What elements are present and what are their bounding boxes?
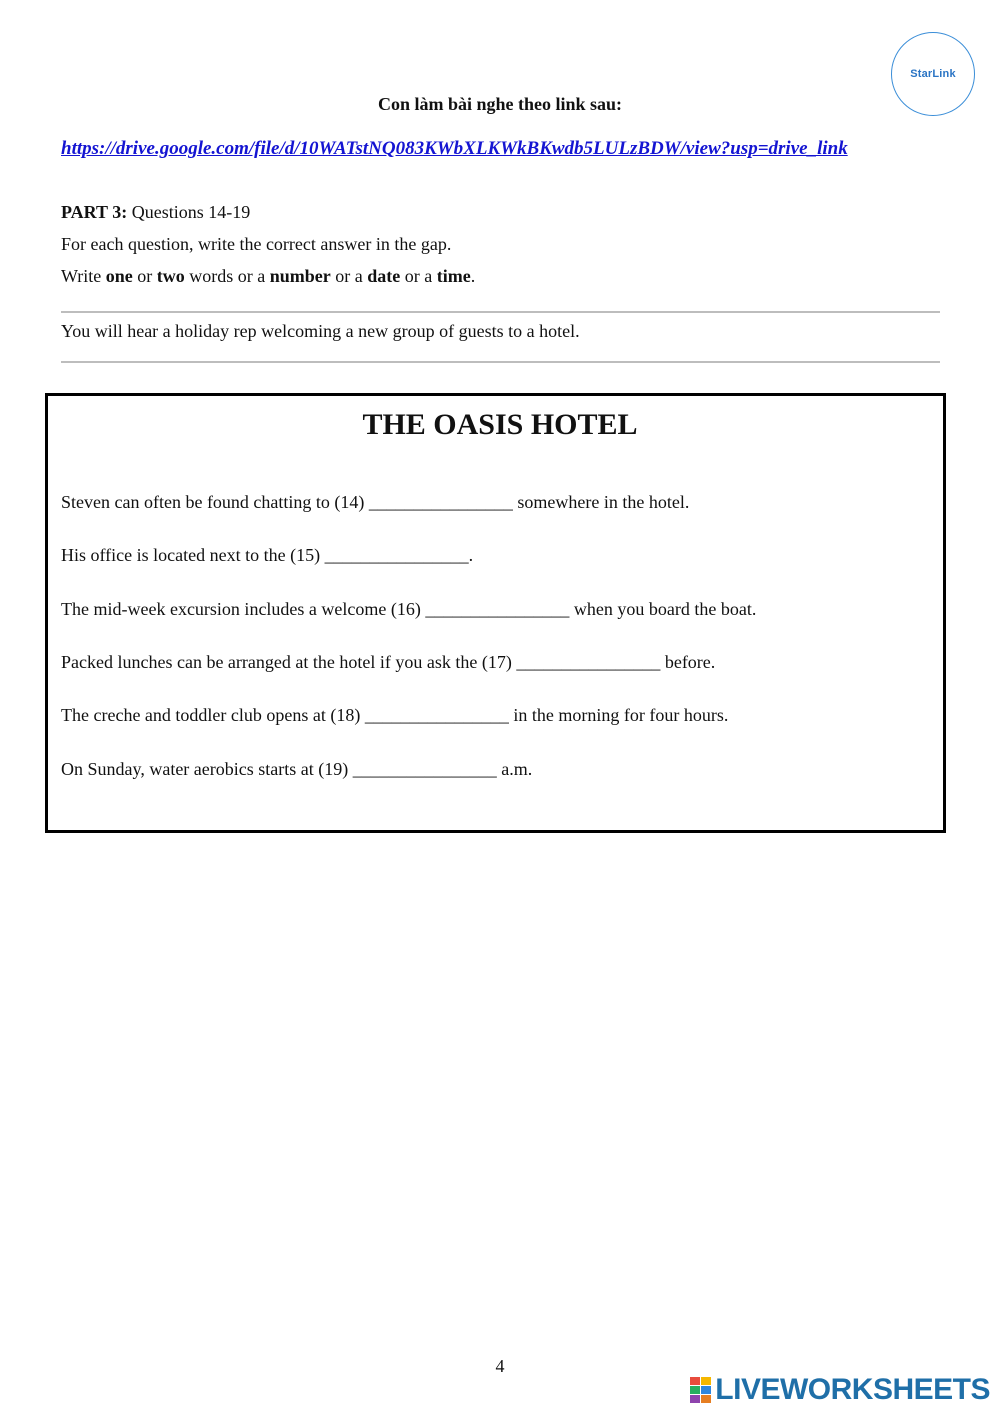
liveworksheets-logo (690, 1373, 990, 1407)
question-14: Steven can often be found chatting to (14) ________________ somewhere in the hotel. (61, 492, 690, 512)
part-questions: Questions 14-19 (131, 202, 251, 222)
divider-top (61, 311, 940, 313)
question-19: On Sunday, water aerobics starts at (19) ________________ a.m. (61, 759, 533, 779)
question-17: Packed lunches can be arranged at the hotel if you ask the (17) ________________ before. (61, 652, 716, 672)
divider-bottom (61, 361, 940, 363)
audio-link[interactable]: https://drive.google.com/file/d/10WATstNQ083KWbXLKWkBKwdb5LULzBDW/view?usp=drive_link (61, 138, 848, 159)
liveworksheets-icon (690, 1377, 711, 1403)
part-label: PART 3: (61, 202, 128, 222)
logo-text: StarLink (910, 68, 956, 80)
instruction-line-1: For each question, write the correct answer in the gap. (61, 234, 452, 254)
part-heading (61, 202, 250, 223)
listening-instruction-heading: Con làm bài nghe theo link sau: (377, 94, 623, 114)
question-18: The creche and toddler club opens at (18) ________________ in the morning for four hours. (61, 705, 729, 725)
liveworksheets-brand: LIVEWORKSHEETS (715, 1373, 990, 1406)
page-number: 4 (495, 1356, 505, 1376)
box-title: THE OASIS HOTEL (362, 408, 638, 441)
context-text: You will hear a holiday rep welcoming a new group of guests to a hotel. (61, 321, 580, 341)
instruction-line-2: Write one or two words or a number or a date or a time. (61, 266, 476, 286)
question-16: The mid-week excursion includes a welcome (16) ________________ when you board the boat. (61, 599, 757, 619)
question-15: His office is located next to the (15) ________________. (61, 545, 474, 565)
